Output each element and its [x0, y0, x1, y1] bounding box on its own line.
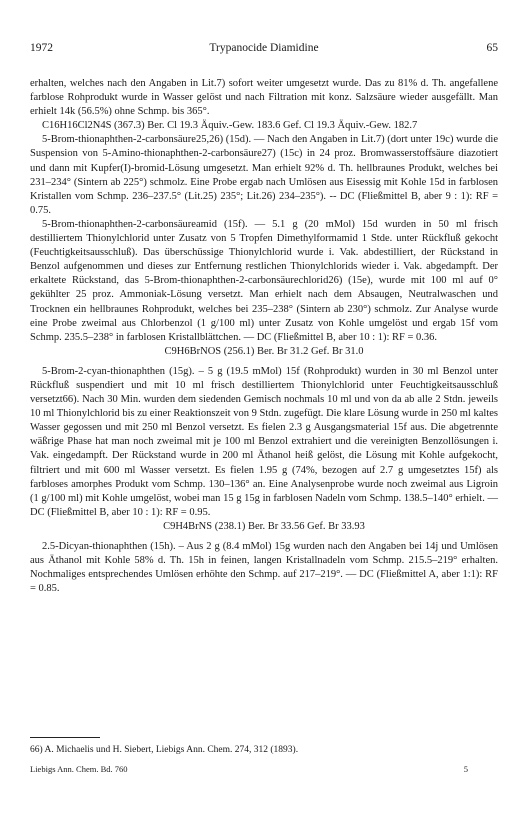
footnote-66: 66) A. Michaelis und H. Siebert, Liebigs Ann. Chem. 274, 312 (1893).: [30, 745, 299, 755]
header-title: Trypanocide Diamidine: [209, 42, 319, 54]
paragraph-15g: 5-Brom-2-cyan-thionaphthen (15g). – 5 g (19.5 mMol) 15f (Rohprodukt) wurden in 30 ml Benzol unter Rückfluß suspendiert und mit 10 ml frisch destilliertem Thionylchlorid unter Feuchtigkeitsausschluß versetzt66). Nach 30 Min. wurden dem siedenden Gemisch nochmals 10 ml und von da ab alle 2 Stdn. jeweils 10 ml Thionylchlorid bis zu einer Reaktionszeit von 9 Stdn. zugefügt. Die klare Lösung wurde in 250 ml kaltes Wasser gegossen und mit 250 ml Benzol versetzt. Es fielen 2.3 g Ausgangsmaterial 15f aus. Die abgetrennte wäßrige Phase hat man noch zweimal mit je 100 ml Benzol extrahiert und die vereinigten Benzollösungen i. Vak. eingedampft. Der Rückstand wurde in 200 ml Äthanol heiß gelöst, die Lösung mit Kohle aufgekocht, filtriert und mit 600 ml Wasser versetzt. Es fielen 1.95 g (74%, bezogen auf 2.7 g umgesetztes 15f) als farbloses amorphes Produkt vom Schmp. 130–136° an. Eine Analysenprobe wurde noch zweimal aus Ligroin (1 g/100 ml) mit Kohle umgelöst, wobei man 15 g 15g in farblosen Nadeln vom Schmp. 138.5–140° erhielt. — DC (Fließmittel B, aber 10 : 1): RF = 0.95.: [30, 365, 498, 518]
paragraph-14k-result: erhalten, welches nach den Angaben in Lit.7) sofort weiter umgesetzt wurde. Das zu 81% d. Th. angefallene farblose Rohprodukt wurde in Wasser gelöst und nach Filtration mit konz. Salzsäure wieder ausgefällt. Man erhielt 14k (56.5%) ohne Schmp. bis 365°.: [30, 78, 498, 118]
footer-journal: Liebigs Ann. Chem. Bd. 760: [30, 764, 128, 774]
analysis-line-14k: C16H16Cl2N4S (367.3) Ber. Cl 19.3 Äquiv.-Gew. 183.6 Gef. Cl 19.3 Äquiv.-Gew. 182.7: [42, 120, 418, 132]
paragraph-15f: 5-Brom-thionaphthen-2-carbonsäureamid (15f). — 5.1 g (20 mMol) 15d wurden in 50 ml frisch destilliertem Thionylchlorid unter Zusatz von 5 Tropfen Dimethylformamid 1 Stde. unter Rückfluß gekocht (Feuchtigkeitsausschluß). Das überschüssige Thionylchlorid wurde i. Vak. abdestilliert, der Rückstand in Benzol aufgenommen und dieses zur Entfernung restlichen Thionylchlorids wieder i. Vak. abgedampft. Der erkaltete Rückstand, das 5-Brom-thionaphthen-2-carbonsäurechlorid26) (15e), wurde mit 100 ml auf 0° gekühlter 25 proz. Ammoniak-Lösung versetzt. Man erhielt nach dem Absaugen, Neutralwaschen und Trocknen ein hellbraunes Rohprodukt, welches bei 235–238° (Sintern ab 230°) schmolz. Zur Analyse wurde eine Probe zweimal aus Chlorbenzol (1 g/100 ml) unter Zusatz von Kohle umgelöst und ergab 15f vom Schmp. 235.5–238° in farblosen Kristallblättchen. — DC (Fließmittel B, aber 10 : 1): RF = 0.36.: [30, 218, 498, 343]
footer-signature: 5: [463, 764, 468, 774]
paragraph-15d: 5-Brom-thionaphthen-2-carbonsäure25,26) (15d). — Nach den Angaben in Lit.7) (dort unter 19c) wurde die Suspension von 5-Amino-thionaphthen-2-carbonsäure27) (15c) in 24 proz. Bromwasserstoffsäure diazotiert und dann mit Kupfer(I)-bromid-Lösung umgesetzt. Man erhielt 92% d. Th. hellbraunes Produkt, welches bei 231–234° (Sintern ab 225°) schmolz. Eine Probe ergab nach Umlösen aus Eisessig mit Kohle 15d in farblosen Kristallen vom Schmp. 236–237.5° (Lit.25) 235°; Lit.26) 234–235°). -- DC (Fließmittel B, aber 9 : 1): RF = 0.75.: [30, 134, 498, 216]
running-header: [30, 42, 498, 58]
header-year: 1972: [30, 42, 53, 54]
analysis-line-15f: C9H6BrNOS (256.1) Ber. Br 31.2 Gef. Br 31.0: [164, 345, 364, 357]
analysis-line-15g: C9H4BrNS (238.1) Ber. Br 33.56 Gef. Br 33.93: [163, 520, 365, 532]
body-text: [30, 77, 498, 596]
paragraph-15h: 2.5-Dicyan-thionaphthen (15h). – Aus 2 g (8.4 mMol) 15g wurden nach den Angaben bei 14j und Umlösen aus Äthanol mit Kohle 58% d. Th. 15h in feinen, langen Kristallnadeln vom Schmp. 215.5–219° erhalten. Nochmaliges entsprechendes Umlösen erhöhte den Schmp. auf 217–219°. — DC (Fließmittel A, aber 1:1): RF = 0.85.: [30, 541, 498, 595]
header-page-number: 65: [486, 42, 498, 54]
footnote-divider: [30, 737, 100, 738]
